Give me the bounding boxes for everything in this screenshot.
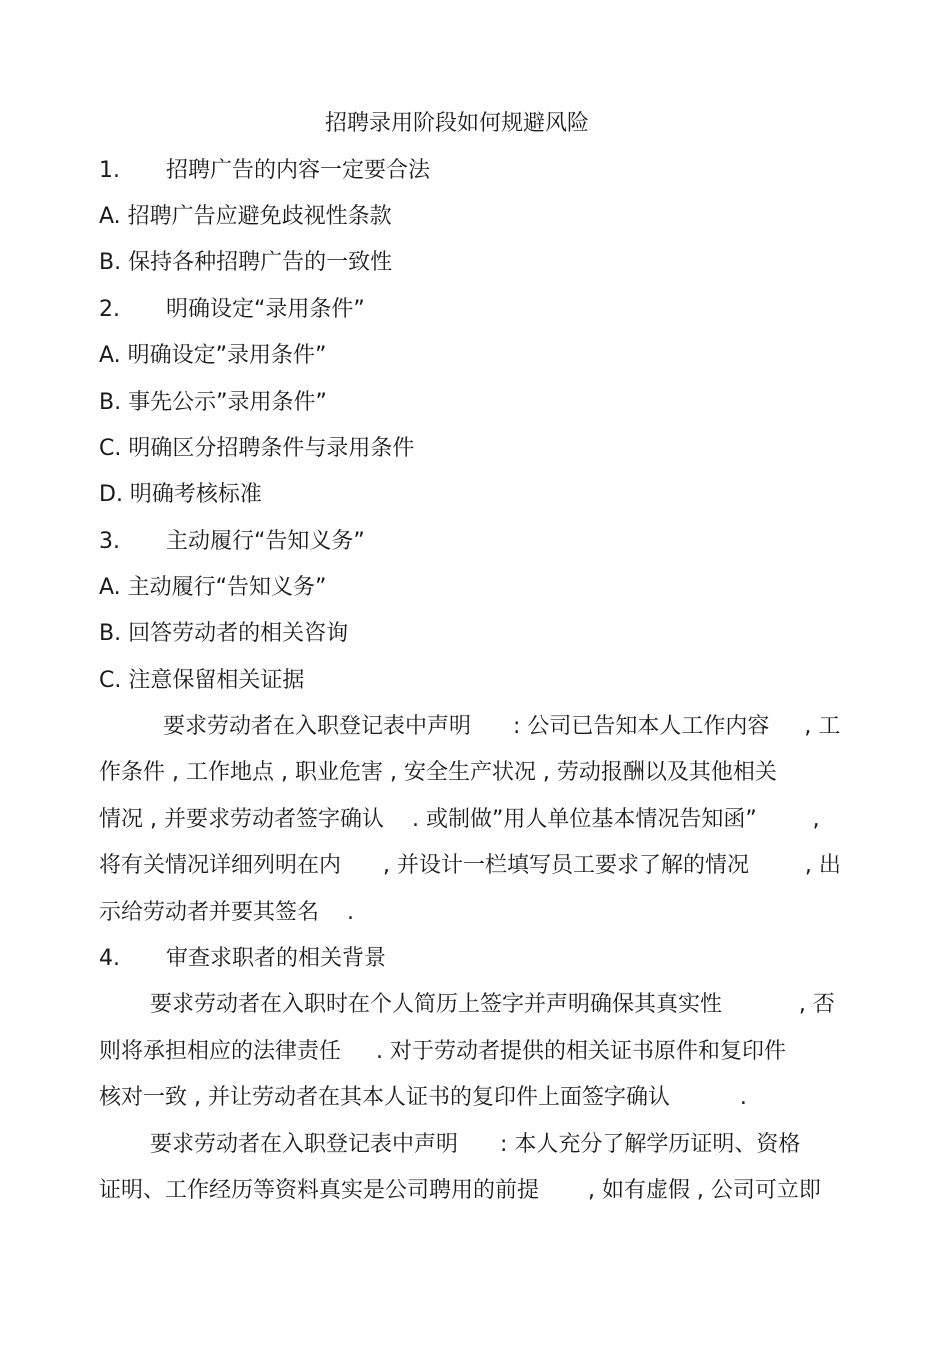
- paragraph-1-line: 将有关情况详细列明在内 , 并设计一栏填写员工要求了解的情况 , 出: [99, 853, 841, 878]
- paragraph-3-line: 证明、工作经历等资料真实是公司聘用的前提 , 如有虚假 , 公司可立即: [99, 1178, 821, 1203]
- section-3-heading: [99, 527, 365, 557]
- item-3a: A. 主动履行“告知义务”: [99, 575, 327, 600]
- section-number: 4.: [99, 946, 120, 971]
- item-2a: A. 明确设定”录用条件”: [99, 343, 327, 368]
- section-text: 招聘广告的内容一定要合法: [166, 158, 431, 183]
- paragraph-2-line: 要求劳动者在入职时在个人简历上签字并声明确保其真实性 , 否: [150, 992, 835, 1017]
- item-2b: B. 事先公示”录用条件”: [99, 390, 327, 415]
- paragraph-3-line: 要求劳动者在入职登记表中声明 : 本人充分了解学历证明、资格: [150, 1132, 801, 1157]
- paragraph-2-line: 则将承担相应的法律责任 . 对于劳动者提供的相关证书原件和复印件: [99, 1039, 786, 1064]
- paragraph-2-line: 核对一致 , 并让劳动者在其本人证书的复印件上面签字确认 .: [99, 1085, 747, 1110]
- section-text: 明确设定“录用条件”: [166, 297, 365, 322]
- section-number: 3.: [99, 529, 120, 554]
- section-1-heading: [99, 156, 431, 186]
- section-text: 主动履行“告知义务”: [166, 529, 365, 554]
- section-text: 审查求职者的相关背景: [166, 946, 387, 971]
- paragraph-1-line: 情况 , 并要求劳动者签字确认 . 或制做”用人单位基本情况告知函” ,: [99, 807, 820, 832]
- document-title: 招聘录用阶段如何规避风险: [325, 111, 590, 136]
- item-1a: A. 招聘广告应避免歧视性条款: [99, 204, 392, 229]
- item-2c: C. 明确区分招聘条件与录用条件: [99, 436, 415, 461]
- item-3c: C. 注意保留相关证据: [99, 668, 305, 693]
- paragraph-1-line: 要求劳动者在入职登记表中声明 : 公司已告知本人工作内容 , 工: [163, 714, 841, 739]
- section-number: 2.: [99, 297, 120, 322]
- paragraph-1-line: 示给劳动者并要其签名 .: [99, 900, 354, 925]
- section-number: 1.: [99, 158, 120, 183]
- item-2d: D. 明确考核标准: [99, 482, 262, 507]
- section-2-heading: [99, 295, 365, 325]
- paragraph-1-line: 作条件 , 工作地点 , 职业危害 , 安全生产状况 , 劳动报酬以及其他相关: [99, 760, 777, 785]
- section-4-heading: [99, 944, 387, 974]
- item-3b: B. 回答劳动者的相关咨询: [99, 621, 349, 646]
- item-1b: B. 保持各种招聘广告的一致性: [99, 250, 393, 275]
